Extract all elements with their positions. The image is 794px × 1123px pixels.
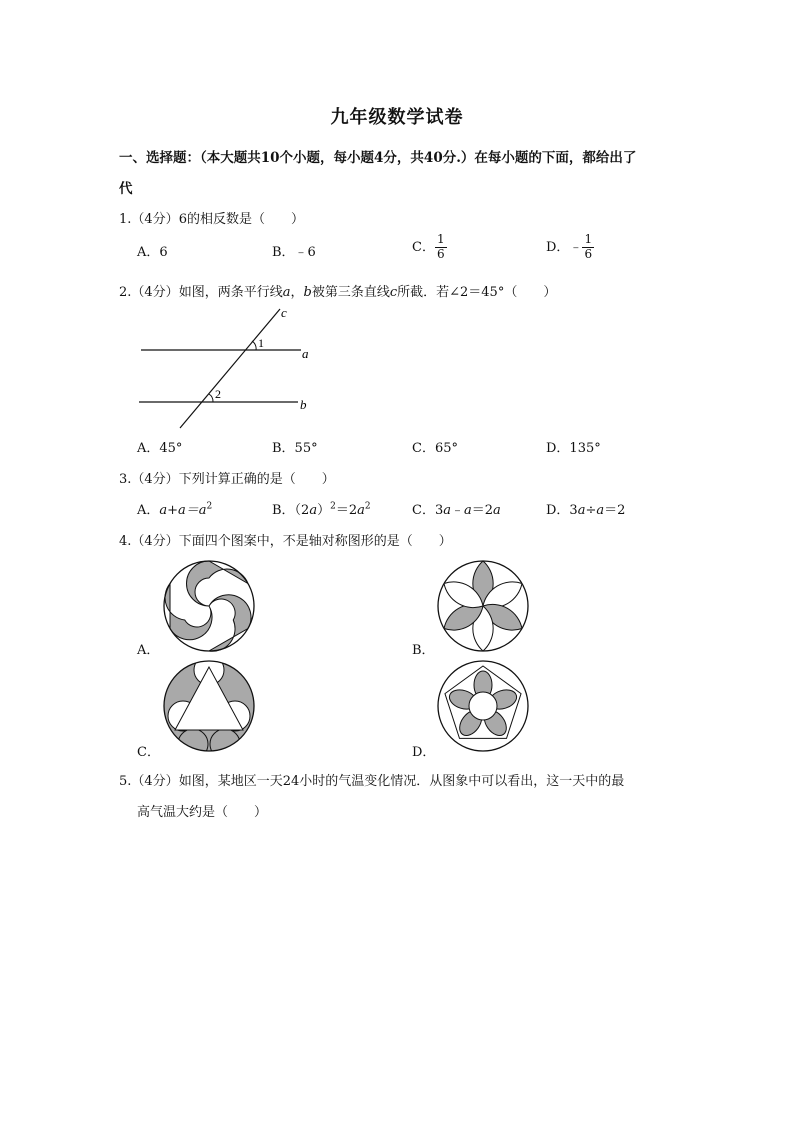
question-number: 1.（4分） [119,212,179,227]
section-heading: 一、选择题：（本大题共10个小题，每小题4分，共40分.）在每小题的下面，都给出了 [119,150,637,166]
exponent: 2 [364,501,371,512]
question-text: 被第三条直线 [311,285,390,300]
exponent: 2 [206,501,213,512]
numerator: 1 [436,232,445,246]
question-number: 5.（4分） [119,774,179,789]
numerator: 1 [584,232,593,246]
q4-option-d[interactable]: D． [412,745,436,760]
center-circle [469,692,497,720]
variable: a [443,503,451,518]
denominator: 6 [584,246,593,261]
var-c: c [389,285,398,300]
q4-option-b[interactable]: B． [412,643,435,658]
q2-option-c[interactable]: C．65° [412,441,458,456]
equals: ＝2 [604,503,626,518]
q2-option-a[interactable]: A．45° [137,441,183,456]
q2-option-b[interactable]: B．55° [272,441,318,456]
q3-option-b[interactable] [272,499,371,518]
equals: ＝2 [471,503,494,518]
page-title: 九年级数学试卷 [330,107,464,128]
pattern-a-swirl [163,560,255,652]
question-number: 4.（4分） [119,534,179,549]
question-4 [119,530,452,549]
angle-2-arc [209,394,213,402]
label-c: c [281,305,287,320]
operator: ÷ [585,503,597,518]
q1-option-a[interactable]: A．6 [137,245,168,260]
q3-option-c[interactable] [412,499,501,518]
q3-option-d[interactable] [546,499,625,518]
pattern-d-pentagon [437,660,529,752]
question-5 [119,770,624,789]
question-text: 下面四个图案中，不是轴对称图形的是（ ） [178,534,452,549]
variable: a [577,503,586,518]
question-text: 6的相反数是（ ） [178,212,304,227]
label-2: 2 [215,387,221,401]
variable: a [309,503,318,518]
pattern-b-flower [437,560,529,652]
label-1: 1 [258,336,264,350]
equals: ＝2 [335,503,358,518]
option-prefix: C．3 [412,503,444,518]
question-text: 如图，两条平行线 [178,285,283,300]
q2-option-d[interactable]: D．135° [546,441,601,456]
q3-option-a[interactable] [137,499,212,518]
question-5-continued: 高气温大约是（ ） [137,805,268,820]
paren: ） [317,503,331,518]
operator: ﹣ [450,503,464,518]
q1-option-b[interactable]: B．﹣6 [272,245,316,260]
option-prefix: C． [412,239,435,255]
denominator: 6 [436,246,445,261]
question-text: 如图，某地区一天24小时的气温变化情况．从图象中可以看出，这一天中的最 [178,774,625,789]
variable: a [464,503,472,518]
separator: ， [290,285,304,300]
question-3 [119,468,335,487]
question-number: 2.（4分） [119,285,179,300]
section-heading-continued: 代 [119,181,133,197]
label-a: a [302,346,309,361]
option-prefix: D．﹣ [546,239,583,255]
question-text: 下列计算正确的是（ ） [178,472,335,487]
option-prefix: A． [137,503,160,518]
exponent: 2 [330,501,336,512]
petals [439,561,527,651]
question-number: 3.（4分） [119,472,179,487]
variable: a [596,503,605,518]
pattern-c-triangle [163,660,255,752]
option-prefix: D．3 [546,503,578,518]
transversal-c [180,309,280,428]
var-a: a [282,285,291,300]
label-b: b [300,397,307,412]
question-text: 所截．若∠2＝45°（ ） [397,285,557,300]
q4-option-c[interactable]: C． [137,745,160,760]
var-b: b [303,285,312,300]
variable: a [493,503,501,518]
expression: a+a＝a [159,503,207,518]
option-prefix: B．（2 [272,503,310,518]
variable: a [357,503,365,518]
q4-option-a[interactable]: A． [137,643,160,658]
